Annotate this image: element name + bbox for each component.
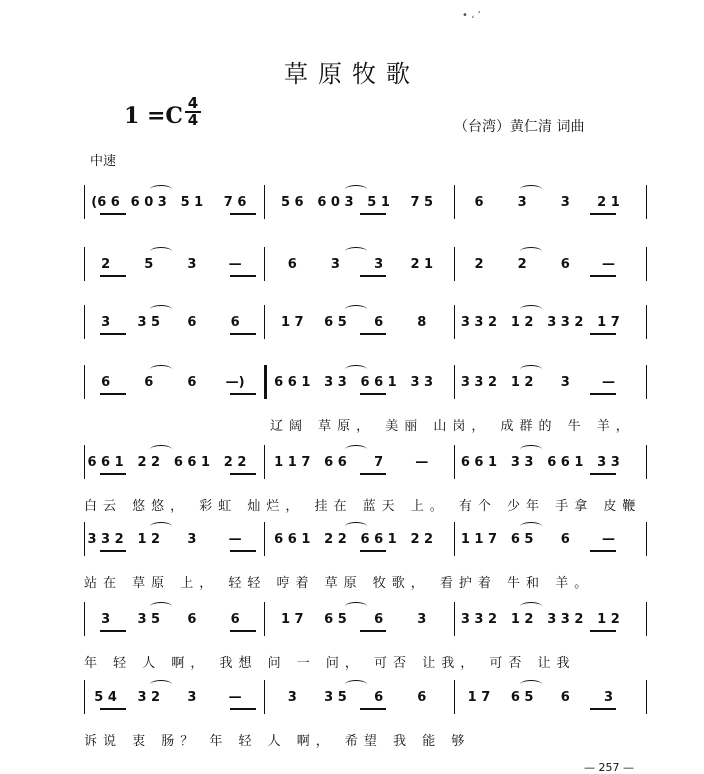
note-group: 7 [374, 455, 384, 470]
note-group: 3 3 [410, 375, 434, 390]
beam-underline [360, 213, 386, 215]
slur-mark [345, 445, 367, 454]
note-group: 5 4 [94, 690, 117, 705]
note-group: — [228, 532, 242, 547]
bar-line [264, 305, 265, 339]
barline [630, 257, 644, 277]
slur-mark [150, 445, 172, 454]
note-group: 5 1 [180, 195, 204, 210]
note-group: 6 0 3 [130, 195, 167, 210]
barline [443, 455, 457, 475]
beam-underline [230, 333, 256, 335]
beam-underline [100, 393, 126, 395]
note-group: 3 5 [137, 612, 161, 627]
lyrics-line: 站在 草原 上， 轻轻 哼着 草原 牧歌， 看护着 牛和 羊。 [84, 576, 594, 591]
note-group: 5 6 [280, 195, 304, 210]
note-group: — [228, 690, 242, 705]
slur-mark [520, 365, 542, 374]
slur-mark [150, 680, 172, 689]
note-group: 6 [560, 257, 570, 272]
note-group: 3 [560, 375, 570, 390]
note-group: 6 5 [510, 532, 534, 547]
bar-line [264, 680, 265, 714]
barline [630, 375, 644, 395]
beam-underline [230, 275, 256, 277]
beam-underline [590, 473, 616, 475]
notation-row [84, 612, 644, 632]
slur-mark [150, 522, 172, 531]
beam-underline [230, 708, 256, 710]
beam-underline [100, 630, 126, 632]
bar-line [646, 305, 647, 339]
bar-line [84, 305, 85, 339]
beam-underline [100, 708, 126, 710]
note-group: 2 1 [597, 195, 620, 210]
note-group: — [601, 375, 615, 390]
note-group: 6 [287, 257, 297, 272]
time-signature-bottom: 4 [187, 111, 199, 129]
barline [443, 532, 457, 552]
note-group: 6 [101, 375, 111, 390]
beam-underline [590, 550, 616, 552]
note-group: 3 3 2 [460, 612, 498, 627]
song-author: （台湾）黄仁清 词曲 [454, 119, 585, 135]
slur-mark [345, 680, 367, 689]
note-group: 2 [474, 257, 484, 272]
note-group: 6 6 1 [173, 455, 211, 470]
beam-underline [230, 550, 256, 552]
beam-underline [590, 630, 616, 632]
note-group: 1 2 [510, 315, 534, 330]
note-group: 3 3 2 [460, 375, 498, 390]
note-group: 3 3 [597, 455, 620, 470]
slur-mark [520, 522, 542, 531]
note-group: 1 7 [280, 315, 304, 330]
note-group: 6 [374, 315, 384, 330]
bar-line [84, 602, 85, 636]
notation-row [84, 455, 644, 475]
lyrics-line: 年 轻 人 啊， 我想 问 一 问， 可否 让我， 可否 让我 [84, 656, 576, 671]
bar-line [264, 365, 267, 399]
slur-mark [150, 365, 172, 374]
bar-line [264, 185, 265, 219]
note-group: — [601, 257, 615, 272]
note-group: 3 [101, 612, 111, 627]
beam-underline [590, 708, 616, 710]
note-group: 6 [474, 195, 484, 210]
slur-mark [345, 247, 367, 256]
beam-underline [360, 630, 386, 632]
time-signature-top: 4 [185, 96, 201, 113]
note-group: 3 3 2 [547, 315, 584, 330]
bar-line [264, 522, 265, 556]
bar-line [84, 445, 85, 479]
slur-mark [520, 185, 542, 194]
note-group: — [601, 532, 615, 547]
notation-row [84, 195, 644, 215]
bar-line [454, 305, 455, 339]
slur-mark [150, 247, 172, 256]
note-group: 3 3 2 [460, 315, 498, 330]
note-group: 3 [517, 195, 527, 210]
barline [630, 195, 644, 215]
beam-underline [360, 333, 386, 335]
note-group: 3 [374, 257, 384, 272]
barline [630, 455, 644, 475]
note-group: 6 6 [324, 455, 347, 470]
slur-mark [345, 522, 367, 531]
beam-underline [360, 708, 386, 710]
note-group: 6 6 1 [274, 532, 311, 547]
note-group: 2 2 [410, 532, 434, 547]
bar-line [264, 247, 265, 281]
note-group: 6 [144, 375, 154, 390]
beam-underline [360, 275, 386, 277]
note-group: 3 [417, 612, 427, 627]
note-group: 3 3 2 [547, 612, 584, 627]
bar-line [646, 680, 647, 714]
note-group: 6 [187, 612, 197, 627]
note-group: 8 [417, 315, 427, 330]
bar-line [646, 365, 647, 399]
note-group: 6 [230, 612, 240, 627]
note-group: 2 2 [137, 455, 161, 470]
beam-underline [590, 213, 616, 215]
note-group: 6 6 1 [360, 532, 397, 547]
beam-underline [230, 473, 256, 475]
beam-underline [100, 333, 126, 335]
bar-line [454, 247, 455, 281]
note-group: 2 [101, 257, 111, 272]
key-signature: 1 =C [124, 103, 183, 129]
notation-row [84, 690, 644, 710]
note-group: 5 [144, 257, 154, 272]
note-group: 6 [230, 315, 240, 330]
bar-line [84, 185, 85, 219]
lyrics-line: 白云 悠悠， 彩虹 灿烂， 挂在 蓝天 上。 有个 少年 手拿 皮鞭 [84, 499, 642, 514]
slur-mark [150, 185, 172, 194]
note-group: 3 2 [137, 690, 161, 705]
note-group: 1 7 [280, 612, 304, 627]
page-corner-mark: • ، ’ [462, 10, 481, 21]
beam-underline [100, 275, 126, 277]
lyrics-line: 辽阔 草原， 美丽 山岗， 成群的 牛 羊， [270, 419, 635, 434]
note-group: 3 [603, 690, 613, 705]
bar-line [646, 445, 647, 479]
barline [443, 315, 457, 335]
note-group: 7 5 [410, 195, 434, 210]
slur-mark [520, 680, 542, 689]
barline [630, 532, 644, 552]
note-group: 3 [187, 690, 197, 705]
bar-line [646, 247, 647, 281]
note-group: 5 1 [367, 195, 390, 210]
bar-line [454, 445, 455, 479]
notation-row [84, 315, 644, 335]
note-group: 6 6 1 [87, 455, 124, 470]
tempo-marking: 中速 [90, 154, 117, 169]
slur-mark [520, 305, 542, 314]
bar-line [84, 680, 85, 714]
note-group: — [228, 257, 242, 272]
bar-line [84, 365, 85, 399]
barline [443, 612, 457, 632]
song-title: 草原牧歌 [284, 60, 420, 88]
beam-underline [230, 393, 256, 395]
slur-mark [345, 602, 367, 611]
notation-row [84, 257, 644, 277]
slur-mark [345, 365, 367, 374]
note-group: (6 6 [91, 195, 120, 210]
slur-mark [345, 305, 367, 314]
lyrics-line: 诉说 衷 肠？ 年 轻 人 啊， 希望 我 能 够 [84, 734, 471, 749]
note-group: 1 2 [510, 375, 534, 390]
note-group: 3 [560, 195, 570, 210]
slur-mark [520, 445, 542, 454]
bar-line [454, 602, 455, 636]
note-group: 2 2 [223, 455, 247, 470]
note-group: 6 6 1 [274, 375, 311, 390]
barline [443, 375, 457, 395]
note-group: 3 [187, 257, 197, 272]
beam-underline [230, 213, 256, 215]
beam-underline [100, 213, 126, 215]
note-group: 6 [187, 315, 197, 330]
barline [443, 195, 457, 215]
bar-line [84, 247, 85, 281]
note-group: 6 [560, 690, 570, 705]
beam-underline [590, 275, 616, 277]
notation-row [84, 375, 644, 395]
note-group: 1 1 7 [274, 455, 311, 470]
bar-line [454, 185, 455, 219]
note-group: 6 [374, 612, 384, 627]
note-group: 6 0 3 [317, 195, 354, 210]
bar-line [454, 680, 455, 714]
note-group: —) [225, 375, 245, 390]
notation-row [84, 532, 644, 552]
note-group: 3 3 2 [87, 532, 124, 547]
barline [630, 612, 644, 632]
note-group: 1 7 [597, 315, 620, 330]
note-group: 3 [187, 532, 197, 547]
note-group: — [415, 455, 429, 470]
page-number: — 257 — [584, 761, 634, 774]
note-group: 3 5 [324, 690, 347, 705]
bar-line [646, 602, 647, 636]
note-group: 3 5 [137, 315, 161, 330]
slur-mark [345, 185, 367, 194]
note-group: 6 [374, 690, 384, 705]
beam-underline [590, 393, 616, 395]
note-group: 3 [330, 257, 340, 272]
note-group: 3 3 [324, 375, 347, 390]
beam-underline [230, 630, 256, 632]
bar-line [454, 365, 455, 399]
beam-underline [360, 473, 386, 475]
time-signature [185, 96, 201, 128]
bar-line [454, 522, 455, 556]
beam-underline [100, 473, 126, 475]
note-group: 2 2 [324, 532, 347, 547]
note-group: 6 [560, 532, 570, 547]
note-group: 6 5 [324, 315, 347, 330]
note-group: 3 [101, 315, 111, 330]
note-group: 1 2 [137, 532, 161, 547]
note-group: 2 1 [410, 257, 434, 272]
note-group: 6 6 1 [360, 375, 397, 390]
beam-underline [360, 393, 386, 395]
slur-mark [150, 305, 172, 314]
beam-underline [100, 550, 126, 552]
note-group: 6 [187, 375, 197, 390]
barline [443, 257, 457, 277]
note-group: 7 6 [223, 195, 247, 210]
note-group: 3 3 [510, 455, 534, 470]
note-group: 3 [287, 690, 297, 705]
note-group: 1 1 7 [460, 532, 498, 547]
barline [630, 315, 644, 335]
bar-line [264, 445, 265, 479]
beam-underline [590, 333, 616, 335]
bar-line [84, 522, 85, 556]
barline [443, 690, 457, 710]
note-group: 1 2 [510, 612, 534, 627]
slur-mark [520, 602, 542, 611]
barline [630, 690, 644, 710]
slur-mark [150, 602, 172, 611]
note-group: 1 7 [467, 690, 491, 705]
note-group: 6 6 1 [547, 455, 584, 470]
note-group: 6 5 [510, 690, 534, 705]
note-group: 6 6 1 [460, 455, 498, 470]
bar-line [646, 185, 647, 219]
bar-line [646, 522, 647, 556]
beam-underline [360, 550, 386, 552]
note-group: 6 [417, 690, 427, 705]
bar-line [264, 602, 265, 636]
note-group: 2 [517, 257, 527, 272]
note-group: 1 2 [597, 612, 620, 627]
slur-mark [520, 247, 542, 256]
note-group: 6 5 [324, 612, 347, 627]
